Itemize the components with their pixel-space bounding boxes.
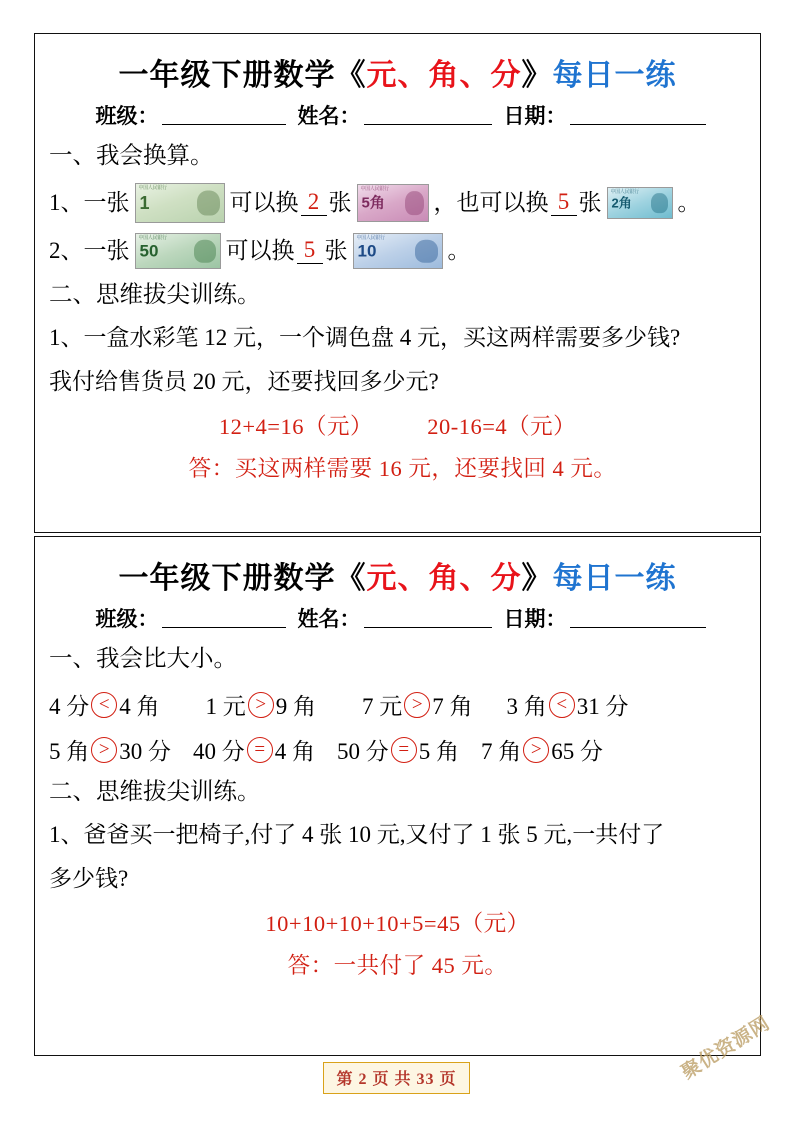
date-field[interactable] [504, 100, 710, 130]
sheet2-word-problem-line-1: 1、爸爸买一把椅子,付了 4 张 10 元,又付了 1 张 5 元,一共付了 [49, 822, 665, 848]
sheet2-section2-heading: 二、思维拔尖训练。 [49, 779, 261, 806]
banknote-1yuan-value: 1 [139, 193, 150, 214]
title-bracket-open: 《 [335, 562, 367, 595]
compare-item [49, 733, 171, 766]
q2-text-2: 可以换 [225, 237, 295, 263]
name-label: 姓名： [297, 607, 361, 631]
name-blank[interactable] [364, 124, 492, 125]
title-topic: 元、角、分 [366, 59, 522, 92]
page-number-badge: 第 2 页 共 33 页 [323, 1062, 469, 1094]
compare-right: 5 角 [418, 739, 459, 765]
watermark: 聚优资源网 [678, 1012, 775, 1084]
student-info-row-1 [49, 100, 746, 130]
compare-right: 4 角 [274, 739, 315, 765]
banknote-portrait-icon [415, 240, 438, 262]
compare-right: 7 角 [432, 694, 473, 720]
banknote-portrait-icon [651, 193, 668, 213]
sheet1-answer-line: 答：买这两样需要 16 元，还要找回 4 元。 [188, 456, 617, 482]
banknote-1yuan-bank-text: 中国人民银行 [138, 185, 167, 192]
title-bracket-close: 》 [521, 562, 553, 595]
sheet1-section2-heading: 二、思维拔尖训练。 [49, 282, 261, 309]
compare-item [206, 688, 317, 721]
date-label: 日期： [503, 104, 567, 128]
class-field[interactable] [96, 603, 290, 633]
compare-left: 4 分 [49, 694, 90, 720]
banknote-5jiao-value: 5角 [361, 194, 385, 212]
compare-operator[interactable]: < [91, 692, 117, 718]
compare-right: 4 角 [119, 694, 160, 720]
banknote-portrait-icon [405, 191, 423, 215]
sheet1-word-problem-line-2: 我付给售货员 20 元，还要找回多少元? [49, 368, 439, 394]
q1-number: 1、 [49, 189, 84, 215]
compare-operator[interactable]: = [247, 737, 273, 763]
compare-operator[interactable]: > [91, 737, 117, 763]
sheet1-question-1 [49, 183, 746, 223]
compare-left: 40 分 [193, 739, 245, 765]
banknote-2jiao-value: 2角 [611, 195, 632, 211]
banknote-50yuan-icon [135, 233, 221, 269]
compare-item [481, 733, 603, 766]
q1-text-1: 一张 [83, 189, 130, 215]
q1-answer-2[interactable]: 5 [551, 190, 577, 215]
compare-operator[interactable]: > [404, 692, 430, 718]
compare-left: 50 分 [337, 739, 389, 765]
banknote-5jiao-icon [357, 184, 429, 222]
date-blank[interactable] [570, 627, 706, 628]
title-prefix: 一年级下册数学 [118, 59, 336, 92]
q1-text-5: 张 [578, 189, 602, 215]
compare-item [362, 688, 473, 721]
banknote-10yuan-bank-text: 中国人民银行 [356, 235, 385, 242]
q1-text-6: 。 [677, 189, 701, 215]
q2-text-4: 。 [447, 237, 471, 263]
q1-text-4: ，也可以换 [433, 189, 549, 215]
sheet2-solution-1: 10+10+10+10+5=45（元） [265, 911, 530, 937]
compare-left: 7 角 [481, 739, 522, 765]
banknote-50yuan-bank-text: 中国人民银行 [138, 235, 167, 242]
worksheet-card-2 [34, 536, 761, 1056]
sheet2-section1-heading: 一、我会比大小。 [49, 646, 237, 672]
q1-answer-1[interactable]: 2 [301, 190, 327, 215]
compare-operator[interactable]: = [391, 737, 417, 763]
compare-left: 3 角 [506, 694, 547, 720]
student-info-row-2 [49, 603, 746, 633]
compare-right: 30 分 [119, 739, 171, 765]
q1-text-2: 可以换 [229, 189, 299, 215]
compare-item [49, 688, 160, 721]
page-footer [0, 1062, 793, 1094]
compare-operator[interactable]: > [248, 692, 274, 718]
title-bracket-open: 《 [335, 59, 367, 92]
name-field[interactable] [298, 603, 496, 633]
class-blank[interactable] [162, 124, 286, 125]
q2-text-1: 一张 [83, 237, 130, 263]
class-label: 班级： [95, 104, 159, 128]
q1-text-3: 张 [328, 189, 352, 215]
compare-row-2 [49, 733, 746, 766]
worksheet-title-1 [49, 50, 746, 94]
class-label: 班级： [95, 607, 159, 631]
title-prefix: 一年级下册数学 [118, 562, 336, 595]
sheet1-word-problem-line-1: 1、一盒水彩笔 12 元，一个调色盘 4 元，买这两样需要多少钱? [49, 325, 681, 351]
compare-left: 7 元 [362, 694, 403, 720]
compare-item [507, 688, 629, 721]
banknote-10yuan-value: 10 [357, 241, 377, 261]
banknote-50yuan-value: 50 [139, 241, 159, 261]
title-suffix: 每日一练 [552, 562, 677, 595]
title-suffix: 每日一练 [552, 59, 677, 92]
sheet2-word-problem-line-2: 多少钱? [49, 865, 129, 891]
compare-right: 9 角 [275, 694, 316, 720]
date-label: 日期： [503, 607, 567, 631]
class-blank[interactable] [162, 627, 286, 628]
compare-right: 31 分 [576, 694, 629, 720]
banknote-portrait-icon [197, 191, 220, 216]
banknote-2jiao-bank-text: 中国人民银行 [610, 189, 639, 196]
sheet1-section1-heading: 一、我会换算。 [49, 143, 214, 169]
title-topic: 元、角、分 [366, 562, 522, 595]
compare-row-1 [49, 688, 746, 721]
sheet1-solution-2: 20-16=4（元） [427, 414, 577, 440]
name-blank[interactable] [364, 627, 492, 628]
compare-item [193, 733, 315, 766]
q2-text-3: 张 [324, 237, 348, 263]
name-field[interactable] [298, 100, 496, 130]
compare-operator[interactable]: > [523, 737, 549, 763]
banknote-1yuan-icon [135, 183, 225, 223]
compare-left: 5 角 [49, 739, 90, 765]
sheet2-answer-line: 答：一共付了 45 元。 [287, 953, 508, 979]
worksheet-card-1 [34, 33, 761, 533]
sheet1-solution-row [49, 409, 746, 441]
banknote-5jiao-bank-text: 中国人民银行 [360, 186, 389, 193]
q2-number: 2、 [49, 237, 84, 263]
compare-operator[interactable]: < [549, 692, 575, 718]
sheet1-solution-1: 12+4=16（元） [218, 414, 373, 440]
compare-item [337, 733, 459, 766]
class-field[interactable] [96, 100, 290, 130]
banknote-portrait-icon [194, 240, 216, 262]
banknote-2jiao-icon [607, 187, 673, 219]
date-field[interactable] [504, 603, 710, 633]
name-label: 姓名： [297, 104, 361, 128]
compare-left: 1 元 [205, 694, 246, 720]
banknote-10yuan-icon [353, 233, 443, 269]
date-blank[interactable] [570, 124, 706, 125]
sheet1-question-2 [49, 233, 746, 269]
title-bracket-close: 》 [521, 59, 553, 92]
worksheet-title-2 [49, 553, 746, 597]
q2-answer-1[interactable]: 5 [297, 238, 323, 263]
compare-right: 65 分 [551, 739, 603, 765]
